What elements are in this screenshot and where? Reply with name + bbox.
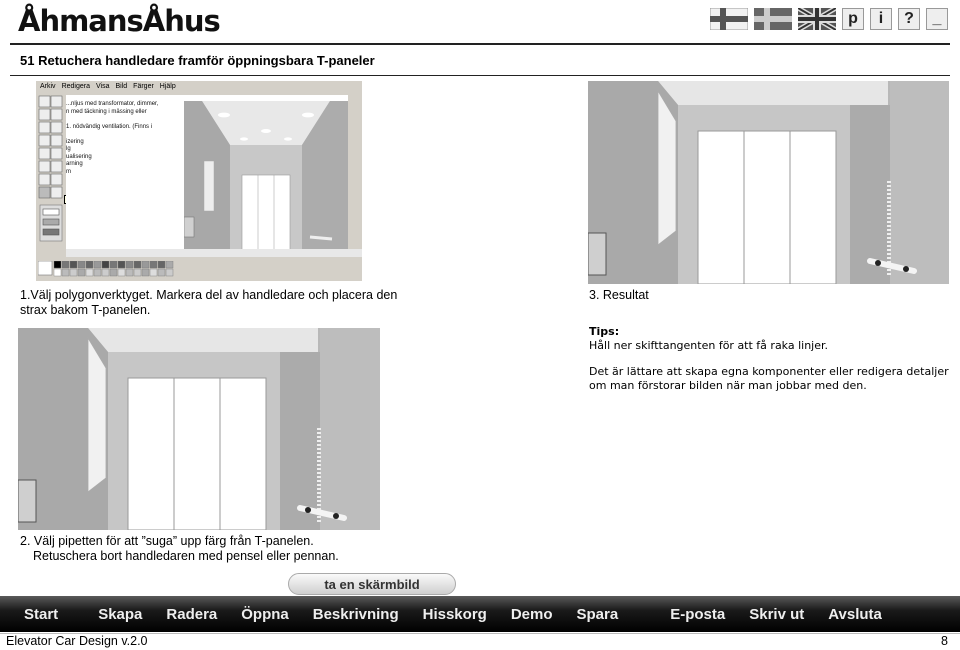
- nav-eposta[interactable]: E-posta: [670, 605, 726, 623]
- bottom-navbar: [0, 596, 960, 632]
- step1-caption: 1.Välj polygonverktyget. Markera del av handledare och placera den strax bakom T-panelen.: [20, 288, 398, 317]
- logo: ÅhmansÅhus: [18, 4, 220, 38]
- step2-screenshot: [18, 328, 380, 530]
- nav-demo[interactable]: Demo: [510, 605, 553, 623]
- color-palette[interactable]: [38, 261, 178, 277]
- paint-scrollbar[interactable]: [66, 249, 362, 257]
- menu-redigera[interactable]: Redigera: [61, 83, 90, 90]
- step2-caption: [20, 534, 440, 564]
- header-divider: [10, 43, 950, 45]
- step2-line2: Retuschera bort handledaren med pensel eller pennan.: [33, 549, 339, 563]
- nav-radera[interactable]: Radera: [166, 605, 218, 623]
- elevator-drawing-step2: [18, 328, 380, 530]
- paint-text-block: ...nljus med transformator, dimmer, n med täckning i mässing eller 1. nödvändig ventilation. (Finns i izering lg ualisering arning m: [66, 101, 159, 175]
- title-divider: [10, 75, 950, 76]
- screenshot-button[interactable]: ta en skärmbild: [288, 573, 456, 595]
- sweden-flag-icon[interactable]: [754, 8, 792, 30]
- finland-flag-icon[interactable]: [710, 8, 748, 30]
- uk-flag-icon[interactable]: [798, 8, 836, 30]
- footer-page-number: 8: [941, 634, 948, 648]
- nav-oppna[interactable]: Öppna: [241, 605, 289, 623]
- paint-canvas: [66, 95, 348, 253]
- menu-arkiv[interactable]: Arkiv: [40, 83, 56, 90]
- nav-beskrivning[interactable]: Beskrivning: [312, 605, 399, 623]
- tip-2: Det är lättare att skapa egna komponenter eller redigera detaljer om man förstorar bilden när man jobbar med den.: [589, 365, 949, 392]
- step3-caption: 3. Resultat: [589, 288, 649, 302]
- step2-line1: 2. Välj pipetten för att ”suga” upp färg från T-panelen.: [20, 534, 314, 548]
- nav-skapa[interactable]: Skapa: [98, 605, 143, 623]
- menu-farger[interactable]: Färger: [133, 83, 154, 90]
- p-button[interactable]: p: [842, 8, 864, 30]
- menu-bild[interactable]: Bild: [115, 83, 128, 90]
- tips-heading: Tips:: [589, 325, 620, 338]
- result-screenshot: [588, 81, 949, 284]
- nav-spara[interactable]: Spara: [576, 605, 619, 623]
- nav-skriv-ut[interactable]: Skriv ut: [749, 605, 805, 623]
- paint-toolbox: [38, 95, 64, 245]
- menu-hjalp[interactable]: Hjälp: [159, 83, 176, 90]
- paint-menubar: [36, 81, 362, 93]
- page-title: 51 Retuchera handledare framför öppningsbara T-paneler: [20, 53, 375, 68]
- nav-start[interactable]: Start: [24, 605, 59, 623]
- elevator-drawing-small: [184, 101, 348, 251]
- paint-screenshot: [36, 81, 362, 281]
- nav-hisskorg[interactable]: Hisskorg: [422, 605, 487, 623]
- tip-1: Håll ner skifttangenten för att få raka linjer.: [589, 339, 829, 352]
- menu-visa[interactable]: Visa: [95, 83, 110, 90]
- help-button[interactable]: ?: [898, 8, 920, 30]
- header-toolbar: [710, 8, 948, 30]
- tool-icons[interactable]: [38, 95, 64, 245]
- elevator-drawing-result: [588, 81, 949, 284]
- minimize-button[interactable]: _: [926, 8, 948, 30]
- footer-app-version: Elevator Car Design v.2.0: [6, 634, 148, 648]
- tips-block: [589, 325, 949, 405]
- nav-avsluta[interactable]: Avsluta: [828, 605, 882, 623]
- info-button[interactable]: i: [870, 8, 892, 30]
